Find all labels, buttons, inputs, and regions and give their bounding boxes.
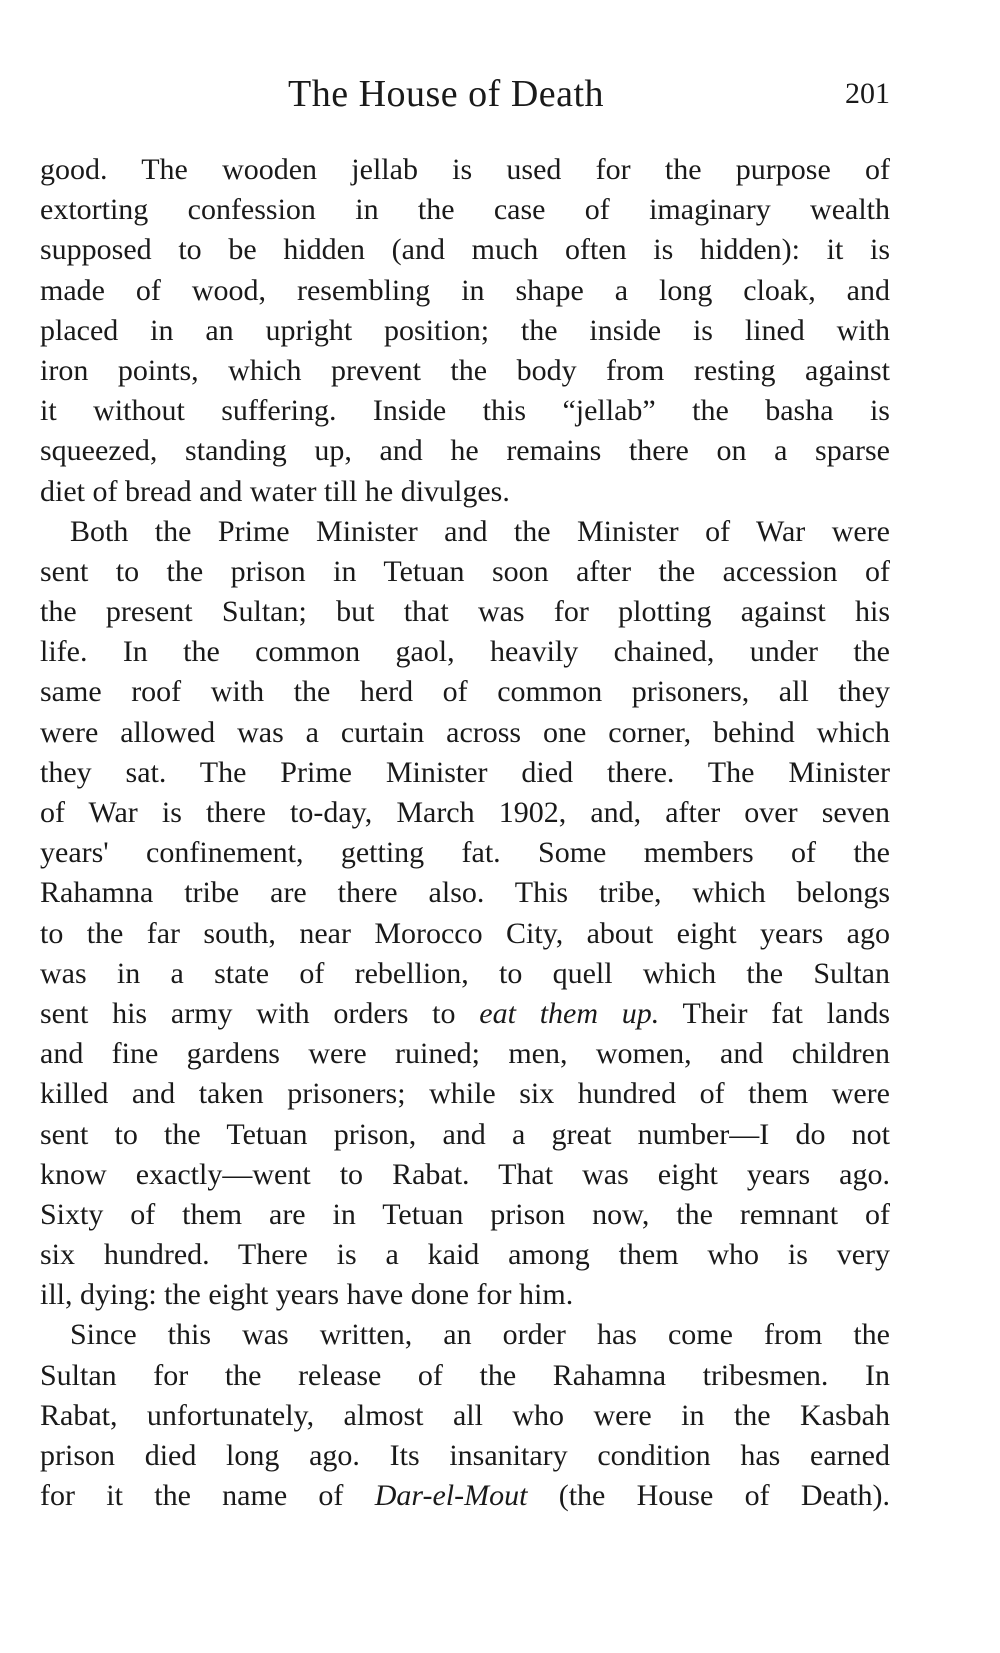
text-line: squeezed, standing up, and he remains there on a sparse [40, 434, 890, 468]
text-line: it without suffering. Inside this “jellab” the basha is [40, 394, 890, 428]
text-line: iron points, which prevent the body from resting against [40, 353, 890, 387]
text-line: diet of bread and water till he divulges. [40, 474, 510, 508]
text-line: ill, dying: the eight years have done for him. [40, 1278, 574, 1312]
text-line: Sultan for the release of the Rahamna tribesmen. In [40, 1358, 890, 1392]
text-line: and fine gardens were ruined; men, women, and children [40, 1037, 890, 1071]
paragraph-3 [40, 1315, 890, 1516]
page-number: 201 [845, 77, 890, 110]
text-line: good. The wooden jellab is used for the purpose of [40, 153, 890, 186]
running-title: The House of Death [288, 73, 605, 115]
text-line: years' confinement, getting fat. Some members of the [40, 836, 890, 870]
text-line: sent to the Tetuan prison, and a great number—I do not [40, 1117, 890, 1151]
text-line: Rahamna tribe are there also. This tribe, which belongs [40, 876, 890, 910]
book-page [40, 0, 890, 1653]
text-segment: sent his army with orders to [40, 996, 480, 1030]
text-line: know exactly—went to Rabat. That was eight years ago. [40, 1157, 890, 1191]
text-line: supposed to be hidden (and much often is hidden): it is [40, 233, 890, 267]
text-line: they sat. The Prime Minister died there. The Minister [40, 755, 890, 789]
text-line: was in a state of rebellion, to quell which the Sultan [40, 956, 890, 990]
running-head [40, 0, 890, 150]
text-line: life. In the common gaol, heavily chained, under the [40, 635, 890, 669]
paragraph-1 [40, 150, 890, 512]
text-segment: Their fat lands [659, 996, 890, 1030]
text-line: prison died long ago. Its insanitary condition has earned [40, 1439, 890, 1472]
text-line: killed and taken prisoners; while six hundred of them were [40, 1077, 890, 1111]
text-segment: for it the name of [40, 1479, 375, 1513]
text-line: six hundred. There is a kaid among them who is very [40, 1238, 890, 1272]
text-line: Rabat, unfortunately, almost all who were in the Kasbah [40, 1398, 890, 1432]
text-segment: (the House of Death). [527, 1479, 890, 1513]
text-line-italic-phrase [40, 994, 890, 1034]
text-line: were allowed was a curtain across one corner, behind which [40, 715, 890, 749]
paragraph-2 [40, 512, 890, 1316]
text-line: sent to the prison in Tetuan soon after the accession of [40, 554, 890, 588]
body-text [40, 150, 890, 1516]
text-line: Both the Prime Minister and the Minister of War were [70, 514, 890, 548]
text-line: same roof with the herd of common prisoners, all they [40, 675, 890, 709]
text-line: to the far south, near Morocco City, about eight years ago [40, 916, 890, 950]
text-line: Since this was written, an order has come from the [70, 1318, 890, 1352]
text-line: of War is there to-day, March 1902, and, after over seven [40, 796, 890, 829]
text-line: the present Sultan; but that was for plotting against his [40, 595, 890, 629]
italic-phrase: Dar-el-Mout [374, 1479, 528, 1513]
text-line-italic-phrase [40, 1476, 890, 1516]
text-line: Sixty of them are in Tetuan prison now, the remnant of [40, 1197, 890, 1231]
text-line: placed in an upright position; the inside is lined with [40, 313, 890, 347]
italic-phrase: eat them up. [479, 996, 660, 1030]
text-line: extorting confession in the case of imaginary wealth [40, 193, 890, 227]
text-line: made of wood, resembling in shape a long cloak, and [40, 273, 890, 307]
